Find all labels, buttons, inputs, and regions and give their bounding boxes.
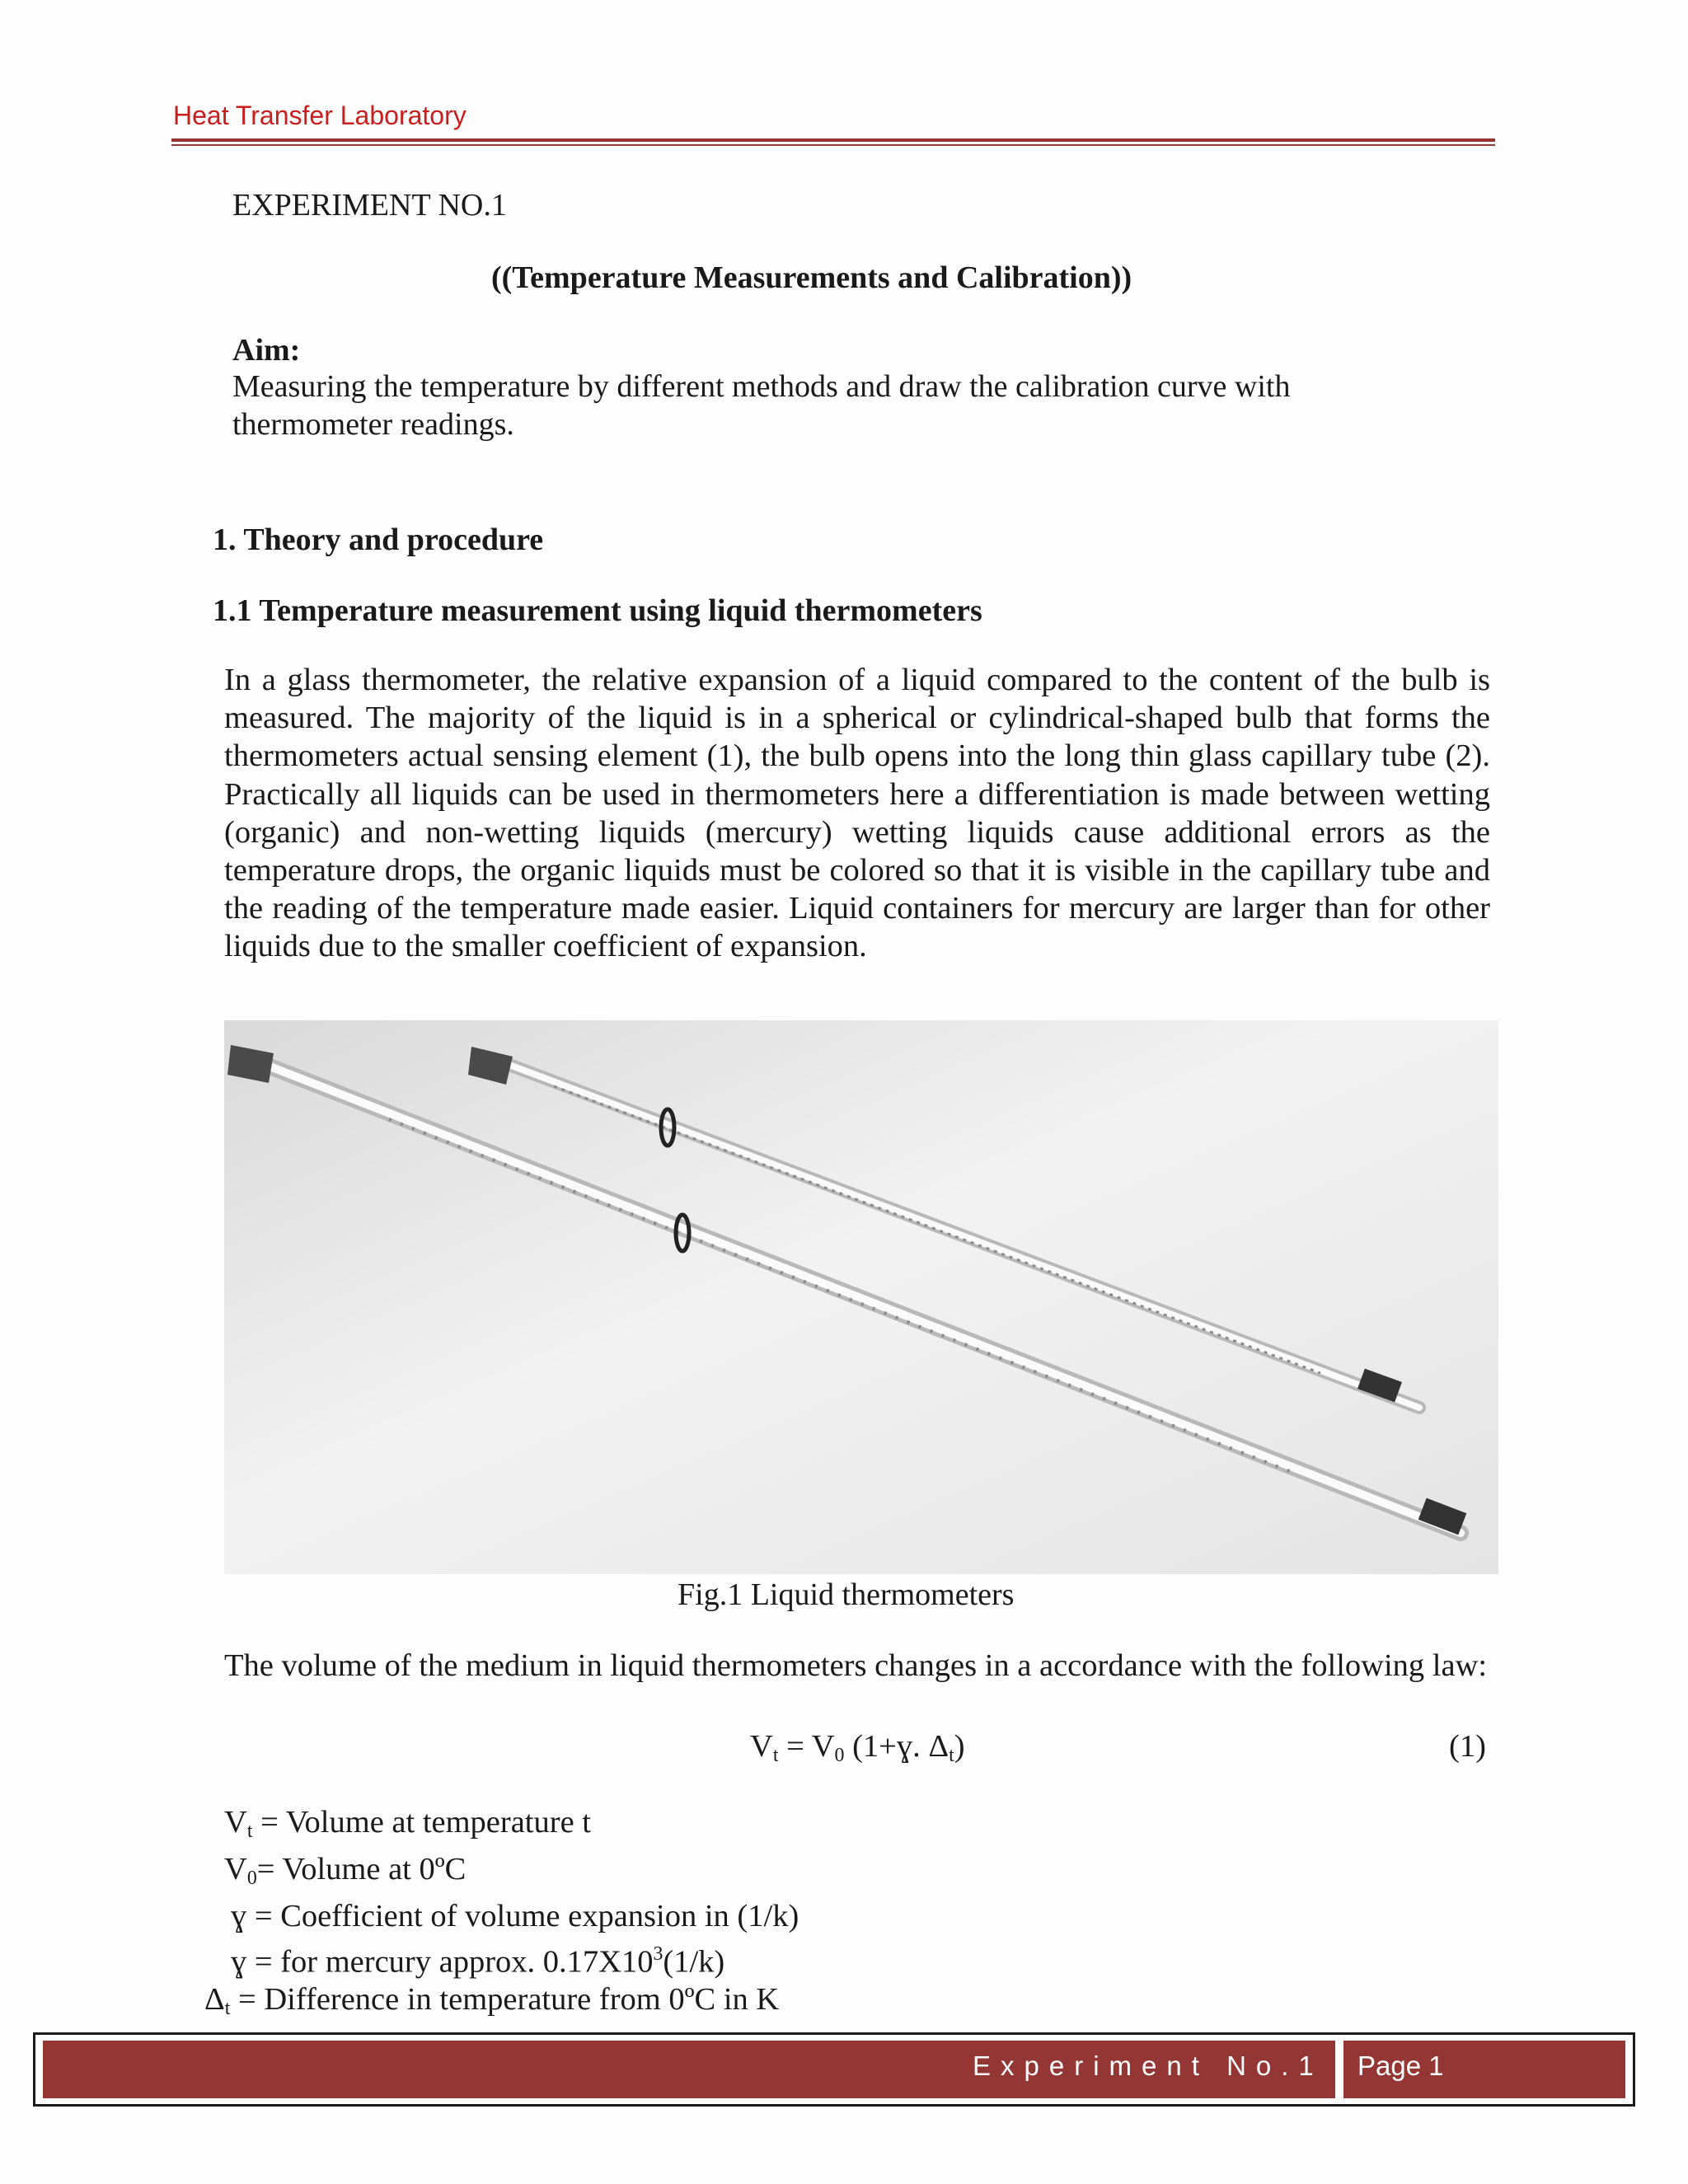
page-title: ((Temperature Measurements and Calibration)) — [491, 260, 1132, 295]
body-paragraph-2: The volume of the medium in liquid thermometers changes in a accordance with the following law: — [224, 1648, 1488, 1683]
thermometers-photo — [224, 1020, 1498, 1574]
definition-gamma-mercury: ɣ = for mercury approx. $0.17X10^3(1/k)$ — [231, 1943, 725, 1980]
aim-line-2: thermometer readings. — [232, 407, 514, 442]
definition-v0: $V_0=$ Volume at 0ºC — [224, 1851, 467, 1889]
definition-gamma: ɣ = Coefficient of volume expansion in (1/k) — [231, 1898, 799, 1933]
definition-vt: $V_t$ = Volume at temperature t — [224, 1805, 591, 1842]
running-header: Heat Transfer Laboratory — [173, 101, 467, 130]
footer-separator — [1335, 2036, 1343, 2103]
footer-bar — [43, 2041, 1625, 2098]
equation-1: $V_t = V_0$ (1+ɣ. $\Delta_t$) — [750, 1729, 965, 1766]
symbol-definitions — [204, 1803, 799, 2027]
definition-delta: $\Delta_t$ = Difference in temperature from 0ºC in K — [204, 1982, 780, 2020]
body-paragraph-1: In a glass thermometer, the relative expansion of a liquid compared to the content of the bulb is measured. The majority of the liquid is in a spherical or cylindrical-shaped bulb that forms the thermometers actual sensing element (1), the bulb opens into the long thin glass capillary tube (2). Practically all liquids can be used in thermometers here a differentiation is made between wetting (organic) and non-wetting liquids (mercury) wetting liquids cause additional errors as the temperature drops, the organic liquids must be colored so that it is visible in the capillary tube and the reading of the temperature made easier. Liquid containers for mercury are larger than for other liquids due to the smaller coefficient of expansion. — [224, 663, 1490, 964]
header-rule — [171, 138, 1495, 146]
experiment-label: EXPERIMENT NO.1 — [232, 188, 507, 223]
aim-line-1: Measuring the temperature by different methods and draw the calibration curve with — [232, 369, 1291, 404]
figure-caption: Fig.1 Liquid thermometers — [678, 1577, 1015, 1612]
footer-experiment: Experiment No.1 — [973, 2050, 1324, 2081]
section-heading-1-1: 1.1 Temperature measurement using liquid thermometers — [213, 593, 982, 628]
equation-number: (1) — [1449, 1729, 1486, 1764]
aim-heading: Aim: — [232, 333, 301, 368]
section-heading-1: 1. Theory and procedure — [213, 523, 544, 557]
footer-page-number: Page 1 — [1357, 2050, 1444, 2081]
